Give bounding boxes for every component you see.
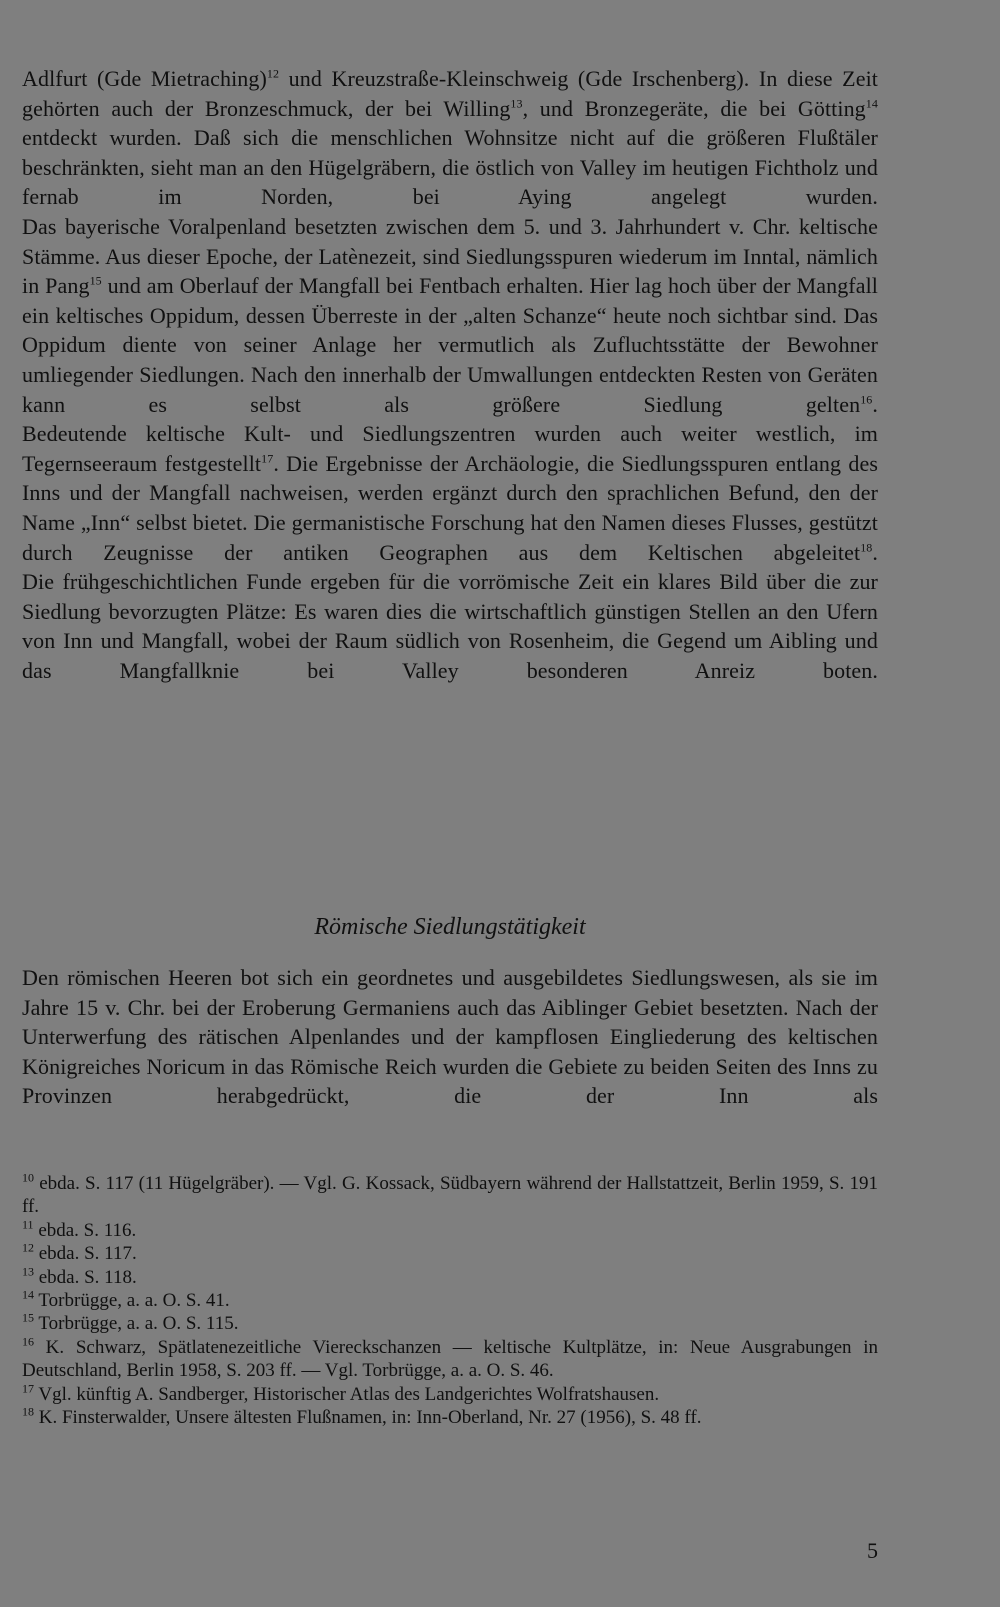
paragraph: Den römischen Heeren bot sich ein geordnetes und ausgebildetes Siedlungswesen, als sie im Jahre 15 v. Chr. bei der Eroberung Germaniens auch das Aiblinger Gebiet besetzten. Nach der Unterwerfung des rätischen Alpenlandes und der kampflosen Eingliederung des keltischen Königreiches Noricum in das Römische Reich wurden die Gebiete zu beiden Seiten des Inns zu Provinzen herabgedrückt, die der Inn als	[22, 965, 878, 1109]
footnote-number: 14	[22, 1287, 34, 1302]
footnote-ref: 14	[865, 96, 878, 111]
text-segment: Die frühgeschichtlichen Funde ergeben für die vorrömische Zeit ein klares Bild über die zur Siedlung bevorzugten Plätze: Es waren dies die wirtschaftlich günstigen Stellen an den Ufern von Inn und Mangfall, wobei der Raum südlich von Rosenheim, die Gegend um Aibling und das Mangfallknie bei Valley besonderen Anreiz boten.	[22, 569, 878, 683]
footnote-ref: 12	[266, 66, 280, 81]
footnote	[22, 1383, 878, 1406]
paragraph	[22, 64, 878, 212]
footnote-text: ebda. S. 116.	[33, 1219, 137, 1241]
footnote-text: K. Schwarz, Spätlatenezeitliche Viereckschanzen — keltische Kultplätze, in: Neue Ausgrabungen in Deutschland, Berlin 1958, S. 203 ff. — Vgl. Torbrügge, a. a. O. S. 46.	[22, 1336, 878, 1382]
text-segment: und am Oberlauf der Mangfall bei Fentbach erhalten. Hier lag hoch über der Mangfall ein keltisches Oppidum, dessen Überreste in der „alten Schanze“ heute noch sichtbar sind. Das Oppidum diente von seiner Anlage her vermutlich als Zufluchtsstätte der Bewohner umliegender Siedlungen. Nach den innerhalb der Umwallungen entdeckten Resten von Geräten kann es selbst als größere Siedlung gelten	[22, 273, 879, 417]
footnote-ref: 16	[860, 392, 873, 407]
page-number: 5	[867, 1538, 878, 1563]
paragraph	[22, 212, 878, 419]
body-text	[22, 64, 878, 685]
footnote	[22, 1266, 878, 1289]
footnote-number: 18	[22, 1404, 34, 1419]
text-segment: entdeckt wurden. Daß sich die menschlichen Wohnsitze nicht auf die größeren Flußtäler beschränkten, sieht man an den Hügelgräbern, die östlich von Valley im heutigen Fichtholz und fernab im Norden, bei Aying angelegt wurden.	[22, 125, 878, 210]
footnote-ref: 15	[89, 273, 102, 288]
footnote	[22, 1406, 878, 1429]
footnote-text: Torbrügge, a. a. O. S. 41.	[34, 1290, 230, 1312]
footnote-number: 15	[22, 1311, 34, 1326]
footnote-number: 12	[22, 1240, 34, 1255]
footnote-text: ebda. S. 117 (11 Hügelgräber). — Vgl. G. Kossack, Südbayern während der Hallstattzeit, Berlin 1959, S. 191 ff.	[22, 1173, 878, 1218]
footnote	[22, 1336, 878, 1383]
text-segment: .	[872, 539, 878, 565]
footnote-text: Vgl. künftig A. Sandberger, Historischer Atlas des Landgerichtes Wolfratshausen.	[34, 1383, 660, 1405]
paragraph	[22, 419, 878, 567]
footnote	[22, 1289, 878, 1312]
footnote-text: ebda. S. 118.	[34, 1266, 137, 1288]
footnote	[22, 1242, 878, 1265]
footnote-number: 11	[22, 1217, 34, 1232]
text-segment: Adlfurt (Gde Mietraching)	[22, 66, 267, 91]
text-segment: . Die Ergebnisse der Archäologie, die Siedlungsspuren entlang des Inns und der Mangfall nachweisen, werden ergänzt durch den sprachlichen Befund, den der Name „Inn“ selbst bietet. Die germanistische Forschung hat den Namen dieses Flusses, gestützt durch Zeugnisse der antiken Geographen aus dem Keltischen abgeleitet	[22, 450, 878, 565]
footnote-number: 10	[22, 1170, 34, 1185]
footnote	[22, 1219, 878, 1242]
footnote	[22, 1172, 878, 1219]
footnote-number: 16	[22, 1334, 34, 1349]
text-segment: und Kreuzstraße-Kleinschweig (Gde Irschenberg). In diese Zeit gehörten auch der Bronzeschmuck, der bei Willing	[22, 66, 878, 121]
text-segment: .	[872, 391, 878, 417]
footnote-text: ebda. S. 117.	[34, 1243, 137, 1265]
section-body	[22, 963, 878, 1111]
footnote-ref: 17	[261, 451, 274, 466]
footnote-text: Torbrügge, a. a. O. S. 115.	[34, 1313, 239, 1335]
footnotes	[22, 1172, 878, 1429]
footnote-ref: 13	[510, 96, 523, 111]
text-segment: Bedeutende keltische Kult- und Siedlungszentren wurden auch weiter westlich, im Tegernseeraum festgestellt	[22, 421, 878, 476]
section-heading: Römische Siedlungstätigkeit	[314, 914, 586, 940]
footnote-number: 13	[22, 1264, 34, 1279]
footnote-ref: 18	[860, 540, 873, 555]
footnote	[22, 1312, 878, 1335]
text-segment: Das bayerische Voralpenland besetzten zwischen dem 5. und 3. Jahrhundert v. Chr. keltische Stämme. Aus dieser Epoche, der Latènezeit, sind Siedlungsspuren wiederum im Inntal, nämlich in Pang	[22, 213, 878, 299]
paragraph	[22, 567, 878, 685]
footnote-number: 17	[22, 1381, 34, 1396]
footnote-text: K. Finsterwalder, Unsere ältesten Flußnamen, in: Inn-Oberland, Nr. 27 (1956), S. 48 ff.	[34, 1407, 702, 1429]
text-segment: , und Bronzegeräte, die bei Götting	[522, 95, 866, 121]
